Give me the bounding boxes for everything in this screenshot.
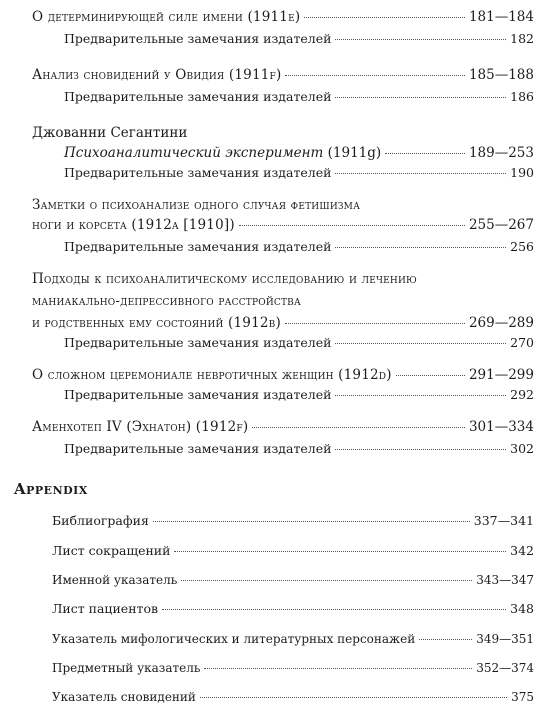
entry-title-first-line: Заметки о психоанализе одного случая фетишизма: [32, 197, 361, 213]
entry-title: О сложном церемониале невротичных женщин (1912d): [32, 367, 392, 383]
toc-subentry[interactable]: [0, 440, 560, 458]
leader-dots: [239, 224, 465, 226]
entry-title-line: [32, 270, 417, 288]
appendix-item-pages: 342: [510, 543, 534, 558]
appendix-item-pages: 349—351: [476, 632, 534, 646]
toc-entry[interactable]: [0, 216, 560, 234]
appendix-item[interactable]: [0, 659, 560, 677]
entry-title-line: [32, 124, 187, 142]
entry-pages: 291—299: [468, 367, 534, 383]
subentry-title: Предварительные замечания издателей: [64, 165, 332, 180]
subentry-pages: 256: [510, 239, 534, 254]
toc-subentry[interactable]: [0, 164, 560, 182]
entry-title: Анализ сновидений у Овидия (1911f): [32, 67, 282, 83]
entry-title-year: (1911g): [327, 145, 382, 161]
toc-subentry[interactable]: [0, 386, 560, 404]
appendix-item[interactable]: [0, 688, 560, 706]
entry-title: О детерминирующей силе имени (1911e): [32, 9, 301, 25]
appendix-item[interactable]: [0, 542, 560, 560]
leader-dots: [304, 16, 465, 18]
subentry-title: Предварительные замечания издателей: [64, 239, 332, 254]
entry-title-first-line: Подходы к психоаналитическому исследованию и лечению: [32, 271, 417, 287]
leader-dots: [385, 152, 465, 154]
leader-dots: [200, 696, 507, 698]
leader-dots: [285, 322, 465, 324]
subentry-pages: 270: [510, 335, 534, 350]
leader-dots: [204, 667, 472, 669]
subentry-pages: 182: [510, 31, 534, 46]
entry-title-line: [32, 196, 360, 214]
leader-dots: [419, 638, 472, 640]
toc-entry[interactable]: [0, 144, 560, 162]
appendix-heading: Appendix: [14, 480, 88, 498]
appendix-item-title: Указатель сновидений: [52, 690, 196, 704]
entry-pages: 255—267: [468, 217, 534, 233]
toc-subentry[interactable]: [0, 238, 560, 256]
entry-title-italic: Психоаналитический эксперимент: [64, 145, 324, 161]
entry-pages: 185—188: [468, 67, 534, 83]
appendix-item[interactable]: [0, 512, 560, 530]
entry-title: ноги и корсета (1912a [1910]): [32, 217, 235, 233]
leader-dots: [181, 579, 472, 581]
toc-subentry[interactable]: [0, 334, 560, 352]
leader-dots: [153, 520, 470, 522]
appendix-item-pages: 348: [510, 601, 534, 616]
entry-title-second-line: маниакально-депрессивного расстройства: [32, 293, 301, 309]
leader-dots: [396, 374, 465, 376]
subentry-title: Предварительные замечания издателей: [64, 31, 332, 46]
appendix-item-title: Указатель мифологических и литературных персонажей: [52, 632, 416, 646]
subentry-pages: 186: [510, 89, 534, 104]
appendix-item-pages: 352—374: [476, 661, 534, 675]
leader-dots: [174, 550, 506, 552]
appendix-item-pages: 337—341: [473, 513, 534, 528]
subentry-pages: 302: [510, 441, 534, 456]
appendix-item[interactable]: [0, 630, 560, 648]
subentry-pages: 190: [510, 165, 534, 180]
appendix-item-title: Лист сокращений: [52, 543, 171, 558]
entry-pages: 189—253: [468, 145, 534, 161]
leader-dots: [252, 426, 465, 428]
subentry-title: Предварительные замечания издателей: [64, 387, 332, 402]
subentry-pages: 292: [510, 387, 534, 402]
leader-dots: [335, 394, 506, 396]
entry-pages: 301—334: [468, 419, 534, 435]
leader-dots: [335, 246, 506, 248]
entry-title-first-line: Джованни Сегантини: [32, 125, 188, 141]
entry-title-line: [32, 292, 301, 310]
appendix-item[interactable]: [0, 600, 560, 618]
entry-pages: 181—184: [468, 9, 534, 25]
leader-dots: [335, 96, 506, 98]
appendix-item-title: Лист пациентов: [52, 601, 159, 616]
subentry-title: Предварительные замечания издателей: [64, 335, 332, 350]
leader-dots: [335, 448, 506, 450]
appendix-item-title: Именной указатель: [52, 573, 178, 587]
leader-dots: [335, 38, 506, 40]
entry-title: и родственных ему состояний (1912b): [32, 315, 281, 331]
leader-dots: [335, 172, 506, 174]
entry-title: Аменхотеп IV (Эхнатон) (1912f): [32, 419, 249, 435]
subentry-title: Предварительные замечания издателей: [64, 89, 332, 104]
toc-entry[interactable]: [0, 8, 560, 26]
appendix-item-pages: 343—347: [476, 573, 534, 587]
entry-title: [64, 144, 381, 162]
appendix-item-pages: 375: [511, 690, 534, 704]
appendix-item-title: Библиография: [52, 513, 149, 528]
entry-pages: 269—289: [468, 315, 534, 331]
subentry-title: Предварительные замечания издателей: [64, 441, 332, 456]
leader-dots: [335, 342, 506, 344]
toc-subentry[interactable]: [0, 30, 560, 48]
toc-entry[interactable]: [0, 366, 560, 384]
appendix-item[interactable]: [0, 571, 560, 589]
toc-subentry[interactable]: [0, 88, 560, 106]
appendix-item-title: Предметный указатель: [52, 661, 201, 675]
toc-entry[interactable]: [0, 66, 560, 84]
toc-entry[interactable]: [0, 418, 560, 436]
leader-dots: [162, 608, 506, 610]
toc-entry[interactable]: [0, 314, 560, 332]
leader-dots: [285, 74, 465, 76]
